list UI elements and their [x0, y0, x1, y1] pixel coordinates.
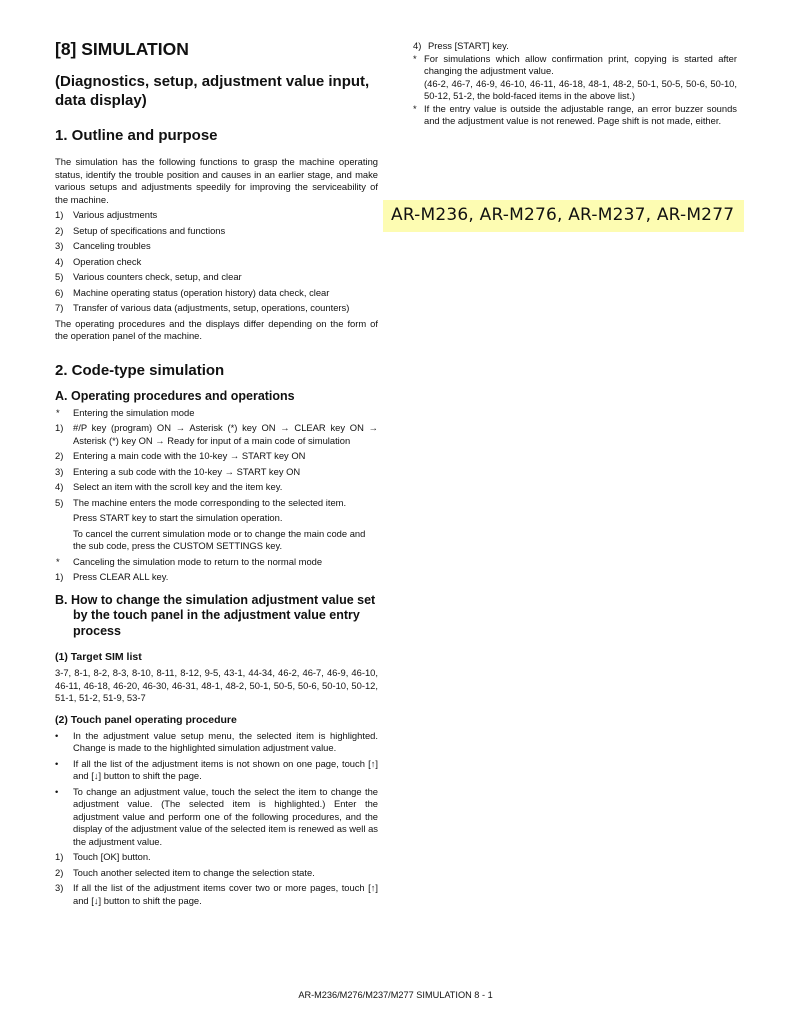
list-item: 3) Entering a sub code with the 10-key → START key ON	[55, 465, 301, 477]
bullet-item: • If all the list of the adjustment items is not shown on one page, touch [↑] and [↓] button to shift the page.	[55, 757, 378, 781]
list-item: 5) The machine enters the mode corresponding to the selected item.	[55, 496, 347, 508]
list-item: 2) Entering a main code with the 10-key → START key ON	[55, 450, 306, 461]
note-entering: * Entering the simulation mode	[56, 406, 195, 418]
step-5-start: Press START key to start the simulation operation.	[73, 512, 283, 523]
chapter-subtitle: (Diagnostics, setup, adjustment value input, data display)	[55, 73, 370, 109]
note-confirmation-print: * For simulations which allow confirmation print, copying is started after changing the adjustment value. (46-2, 46-7, 46-9, 46-10, 46-11, 46-18, 48-1, 48-2, 50-1, 50-5, 50-6, 50-10, 50-12, 51-2, the bold-faced items in the above list.)	[413, 52, 737, 101]
list-item: 2) Setup of specifications and functions	[55, 224, 226, 236]
list-item: 7) Transfer of various data (adjustments, setup, operations, counters)	[55, 302, 350, 313]
model-banner	[383, 200, 744, 232]
section-1-title: 1. Outline and purpose	[55, 127, 218, 144]
list-item: 2) Touch another selected item to change the selection state.	[55, 866, 315, 878]
list-item: 5) Various counters check, setup, and clear	[55, 271, 242, 282]
left-column	[55, 38, 378, 907]
list-item: 1) Press CLEAR ALL key.	[55, 571, 169, 582]
note-canceling: * Canceling the simulation mode to return to the normal mode	[56, 555, 323, 567]
section-1-outro: The operating procedures and the displays differ depending on the form of the operation panel of the machine.	[55, 317, 378, 341]
section-2-title: 2. Code-type simulation	[55, 361, 225, 379]
note-error-buzzer: * If the entry value is outside the adjustable range, an error buzzer sounds and the adjustment value is not renewed. Page shift is not made, either.	[413, 102, 737, 126]
step-5-cancel: To cancel the current simulation mode or to change the main code and the sub code, press the CUSTOM SETTINGS key.	[73, 527, 366, 551]
section-2a-title: A. Operating procedures and operations	[55, 388, 295, 403]
list-item: 1) Various adjustments	[55, 209, 158, 220]
model-banner-text: AR-M236, AR-M276, AR-M237, AR-M277	[391, 205, 735, 225]
target-sim-list: 3-7, 8-1, 8-2, 8-3, 8-10, 8-11, 8-12, 9-5, 43-1, 44-34, 46-2, 46-7, 46-9, 46-10, 46-11, 46-18, 46-20, 46-30, 46-31, 48-1, 48-2, 50-1, 50-5, 50-6, 50-10, 50-12, 51-1, 51-2, 51-9, 53-7	[55, 667, 378, 703]
touch-panel-title: (2) Touch panel operating procedure	[55, 713, 237, 726]
chapter-title: [8] SIMULATION	[55, 39, 189, 59]
right-column	[413, 40, 737, 128]
page-footer: AR-M236/M276/M237/M277 SIMULATION 8 - 1	[298, 990, 493, 1000]
list-item: 4) Operation check	[55, 255, 142, 267]
bullet-item: • In the adjustment value setup menu, the selected item is highlighted. Change is made to the highlighted simulation adjustment value.	[55, 729, 378, 753]
list-item: 3) If all the list of the adjustment items cover two or more pages, touch [↑] and [↓] button to shift the page.	[55, 882, 378, 906]
list-item: 4) Press [START] key.	[413, 40, 509, 51]
section-2b-title: B. How to change the simulation adjustment value set by the touch panel in the adjustment value entry process	[55, 592, 376, 638]
list-item: 1) Touch [OK] button.	[55, 851, 151, 862]
section-1-intro: The simulation has the following functions to grasp the machine operating status, identify the trouble position and causes in an earlier stage, and make various setups and adjustments speedily for improving the serviceability of the machine.	[55, 156, 378, 205]
section-1-list	[55, 209, 378, 315]
list-item: 6) Machine operating status (operation history) data check, clear	[55, 286, 330, 298]
bullet-item: • To change an adjustment value, touch the select the item to change the adjustment value. (The selected item is highlighted.) Enter the adjustment value and perform one of the following procedures, and the display of the adjustment value of the selected item is renewed as well as the adjustment value.	[55, 785, 378, 847]
list-item: 4) Select an item with the scroll key and the item key.	[55, 481, 283, 492]
target-sim-title: (1) Target SIM list	[55, 651, 142, 663]
list-item: 3) Canceling troubles	[55, 240, 151, 251]
list-item: 1) #/P key (program) ON → Asterisk (*) key ON → CLEAR key ON → Asterisk (*) key ON → Ready for input of a main code of simulation	[55, 422, 378, 446]
